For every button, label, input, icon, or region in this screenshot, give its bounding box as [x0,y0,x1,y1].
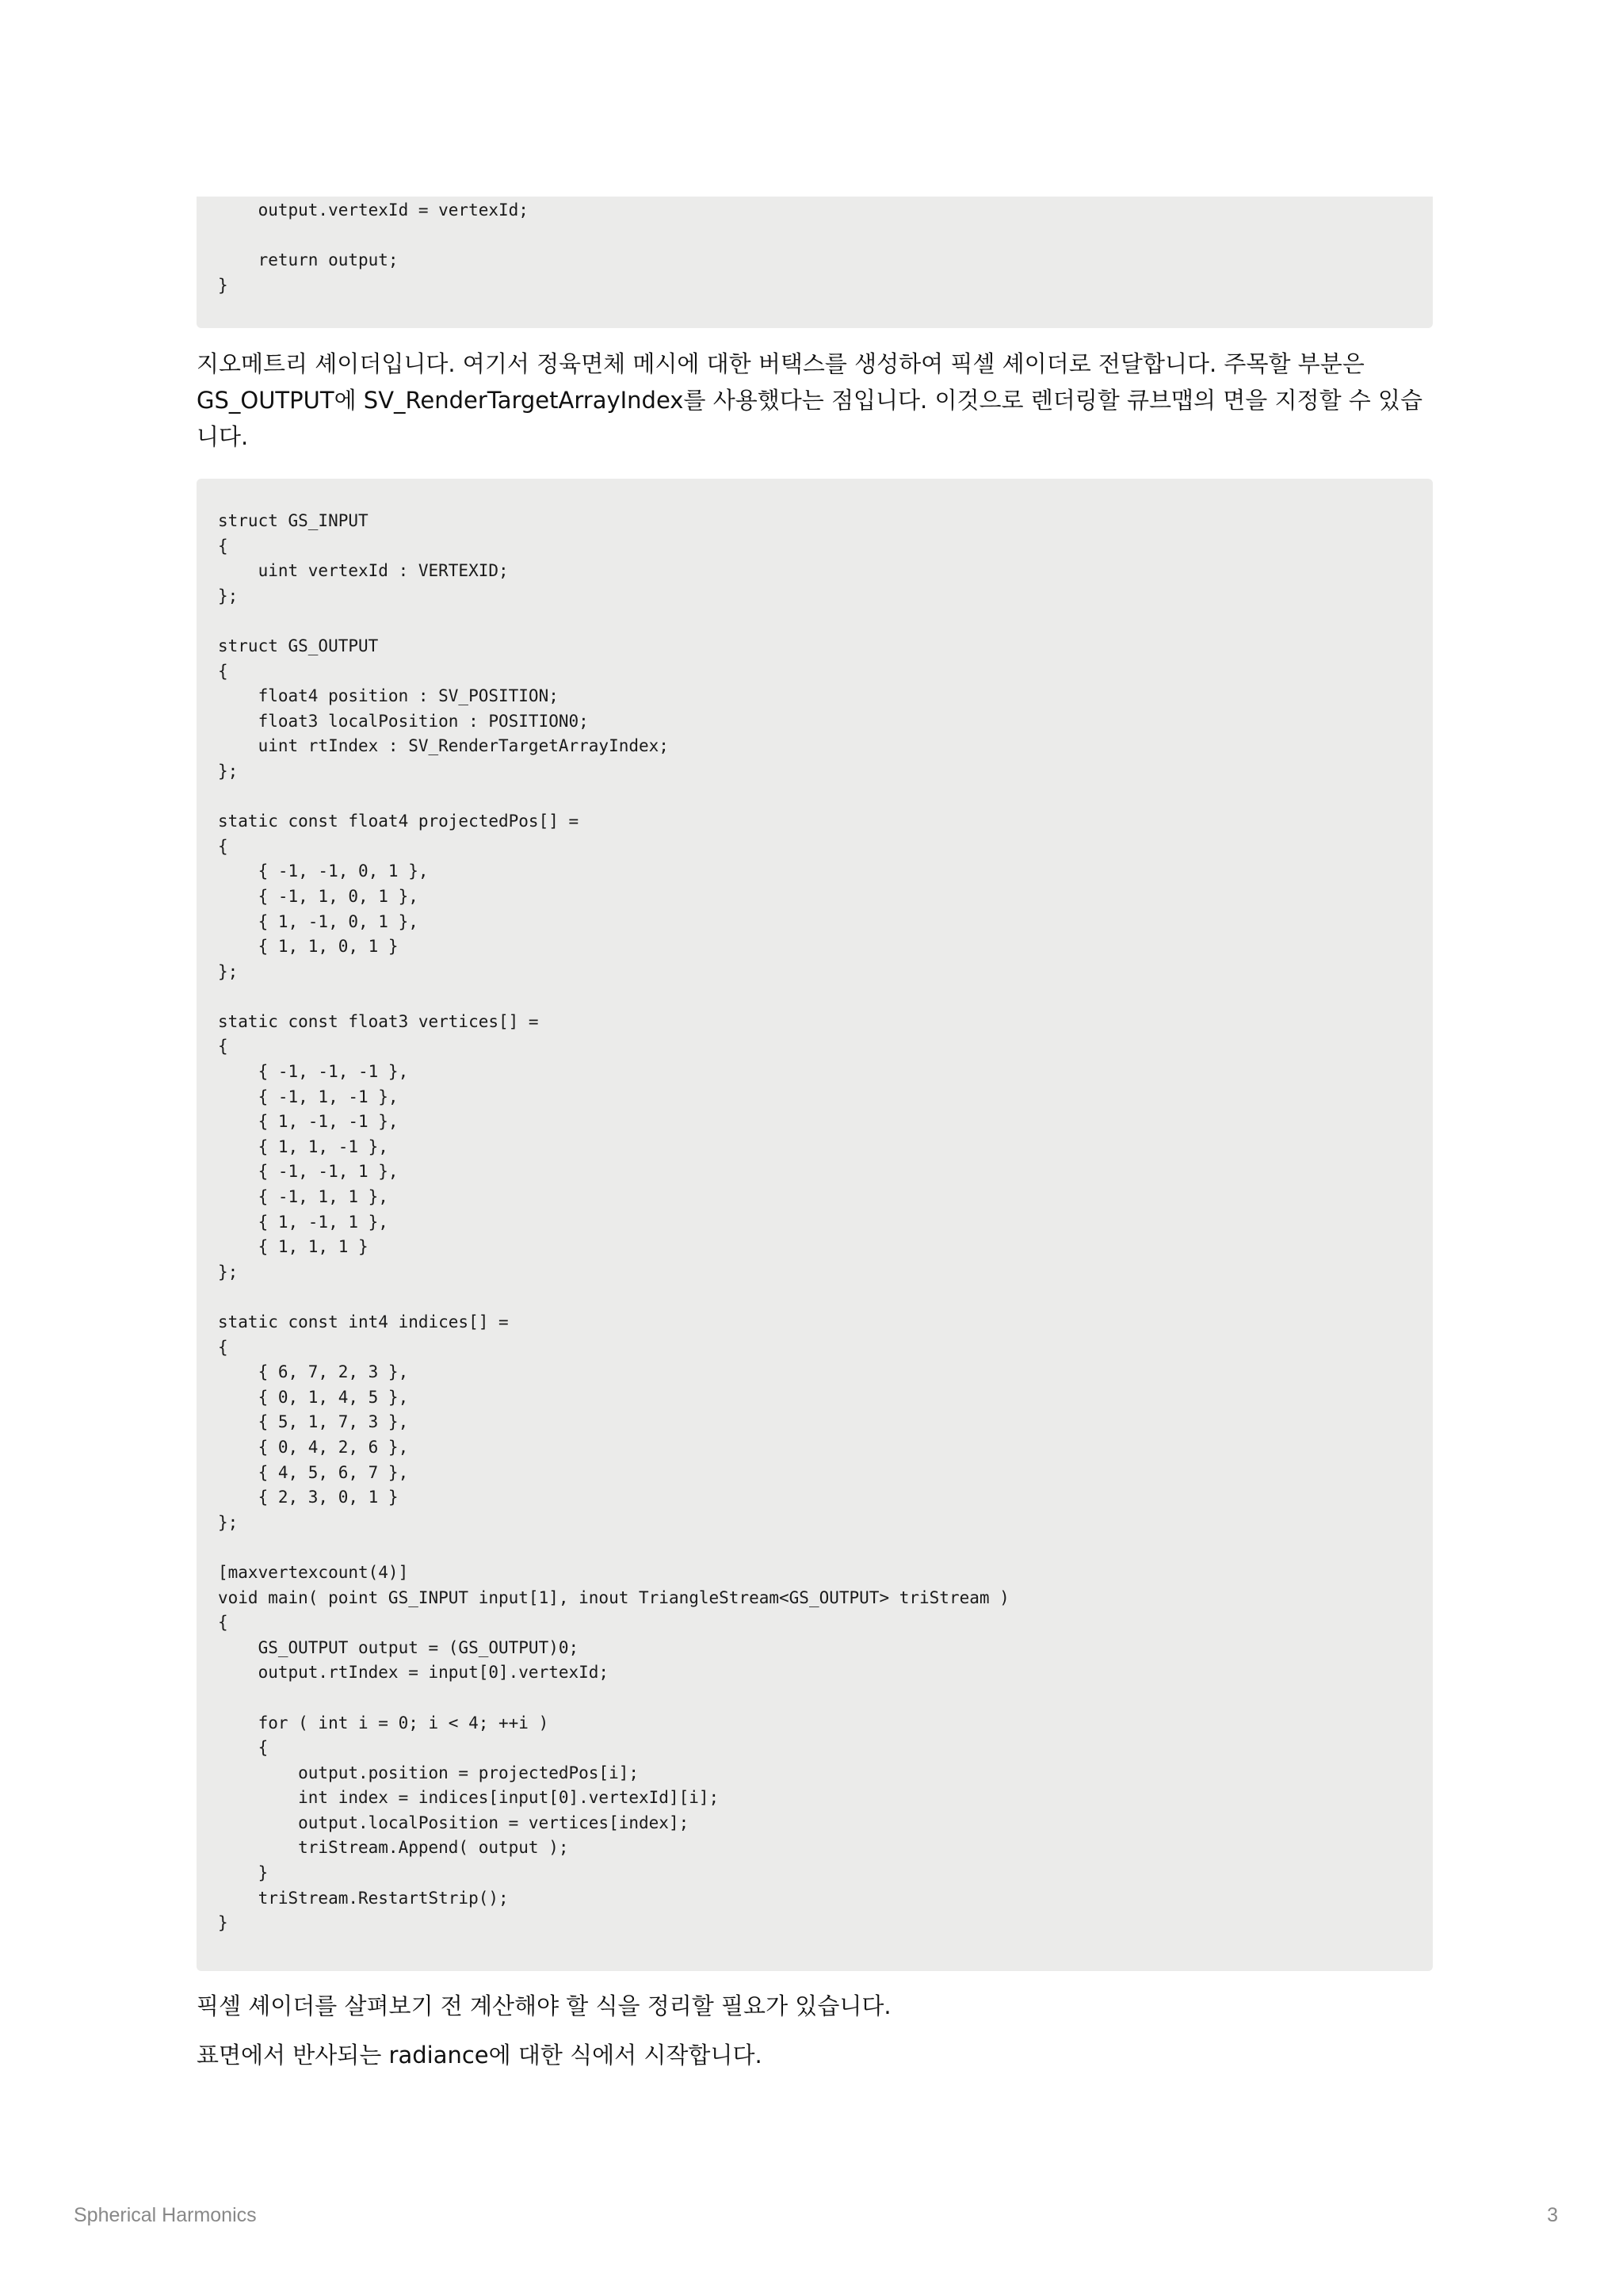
paragraph-radiance-equation: 표면에서 반사되는 radiance에 대한 식에서 시작합니다. [197,2042,762,2069]
footer-document-title: Spherical Harmonics [74,2204,257,2226]
footer-page-number: 3 [1547,2204,1558,2226]
paragraph-geometry-shader-intro: 지오메트리 셰이더입니다. 여기서 정육면체 메시에 대한 버택스를 생성하여 픽셀 셰이더로 전달합니다. 주목할 부분은 GS_OUTPUT에 SV_RenderTargetArrayIndex를 사용했다는 점입니다. 이것으로 렌더링할 큐브맵의 면을 지정할 수 있습니다. [197,350,1423,450]
code-text: struct GS_INPUT { uint vertexId : VERTEXID; }; struct GS_OUTPUT { float4 position : SV_POSITION; float3 localPosition : POSITION0; uint rtIndex : SV_RenderTargetArrayIndex; }; static const float4 projectedPos[] = { { -1, -1, 0, 1 }, { -1, 1, 0, 1 }, { 1, -1, 0, 1 }, { 1, 1, 0, 1 } }; static const float3 vertices[] = { { -1, -1, -1 }, { -1, 1, -1 }, { 1, -1, -1 }, { 1, 1, -1 }, { -1, -1, 1 }, { -1, 1, 1 }, { 1, -1, 1 }, { 1, 1, 1 } }; static const int4 indices[] = { { 6, 7, 2, 3 }, { 0, 1, 4, 5 }, { 5, 1, 7, 3 }, { 0, 4, 2, 6 }, { 4, 5, 6, 7 }, { 2, 3, 0, 1 } }; [maxvertexcount(4)] void main( point GS_INPUT input[1], inout TriangleStream<GS_OUTPUT> triStream ) { GS_OUTPUT output = (GS_OUTPUT)0; output.rtIndex = input[0].vertexId; for ( int i = 0; i < 4; ++i ) { output.position = projectedPos[i]; int index = indices[input[0].vertexId][i]; output.localPosition = vertices[index]; triStream.Append( output ); } triStream.RestartStrip(); } [218,511,1010,1933]
code-text: output.vertexId = vertexId; return output; } [218,201,529,295]
code-block-vertex-shader-end [197,197,1433,328]
code-block-geometry-shader [197,479,1433,1971]
paragraph-pixel-shader-prep: 픽셀 셰이더를 살펴보기 전 계산해야 할 식을 정리할 필요가 있습니다. [197,1992,892,2019]
